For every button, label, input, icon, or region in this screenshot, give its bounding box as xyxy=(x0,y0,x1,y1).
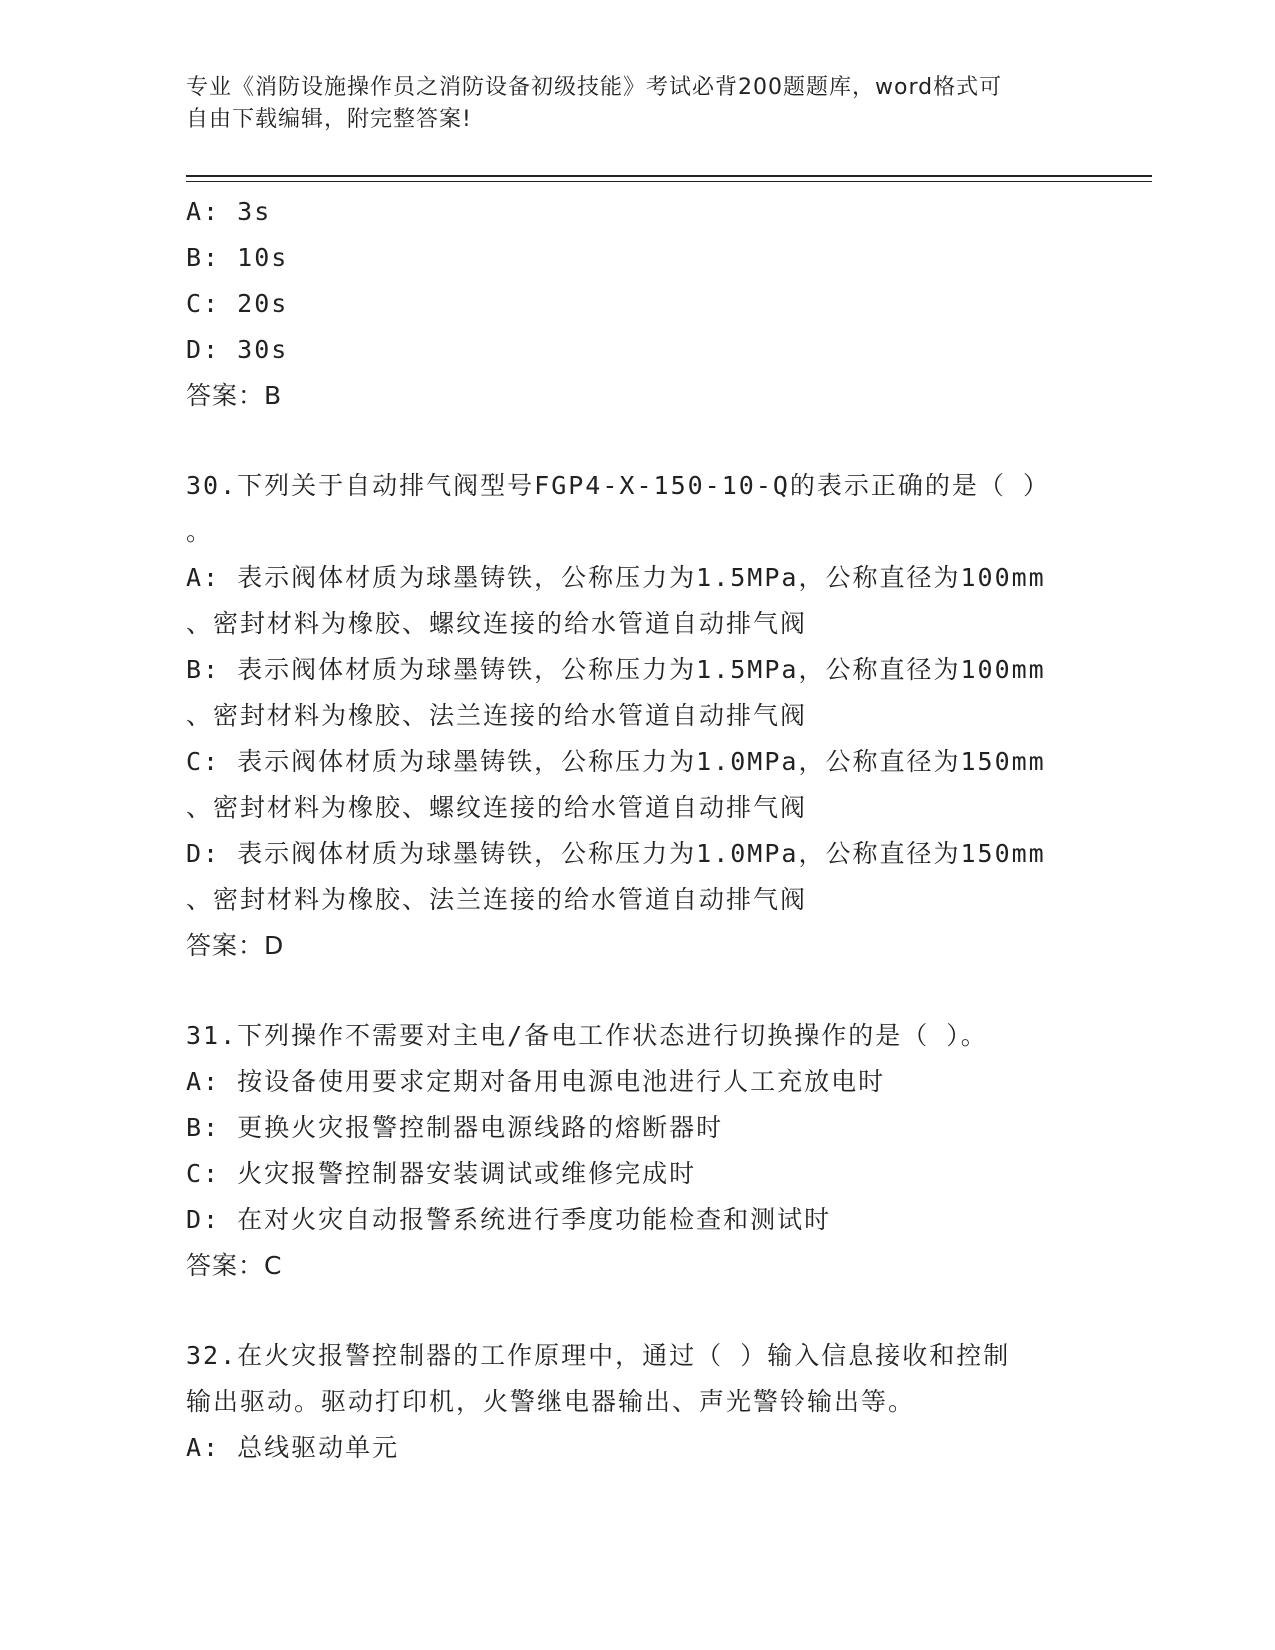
q30-option-c-line-2: 、密封材料为橡胶、螺纹连接的给水管道自动排气阀 xyxy=(186,793,808,822)
q29-option-a: A: 3s xyxy=(186,197,272,226)
question-spacer xyxy=(186,1289,1106,1333)
header-title-line-1: 专业《消防设施操作员之消防设备初级技能》考试必背200题题库，word格式可 xyxy=(186,75,1003,100)
q30-stem-line-1: 30.下列关于自动排气阀型号FGP4-X-150-10-Q的表示正确的是（ ） xyxy=(186,471,1050,500)
q29-option-d: D: 30s xyxy=(186,335,289,364)
question-content xyxy=(186,189,1106,1471)
question-29-block xyxy=(186,189,1106,419)
question-32-block xyxy=(186,1333,1106,1471)
question-spacer xyxy=(186,419,1106,463)
q29-answer: 答案：B xyxy=(186,381,283,410)
header-title-line-2: 自由下载编辑，附完整答案! xyxy=(186,107,472,132)
q30-option-d-line-2: 、密封材料为橡胶、法兰连接的给水管道自动排气阀 xyxy=(186,885,808,914)
q32-option-a: A: 总线驱动单元 xyxy=(186,1433,400,1462)
q29-option-c: C: 20s xyxy=(186,289,289,318)
q31-stem: 31.下列操作不需要对主电/备电工作状态进行切换操作的是（ ）。 xyxy=(186,1021,988,1050)
header-divider-thick xyxy=(186,175,1152,177)
q30-option-d-line-1: D: 表示阀体材质为球墨铸铁，公称压力为1.0MPa，公称直径为150mm xyxy=(186,839,1046,868)
q29-option-b: B: 10s xyxy=(186,243,289,272)
q31-option-a: A: 按设备使用要求定期对备用电源电池进行人工充放电时 xyxy=(186,1067,886,1096)
question-30-block xyxy=(186,463,1106,969)
q32-stem-line-1: 32.在火灾报警控制器的工作原理中，通过（ ）输入信息接收和控制 xyxy=(186,1341,1011,1370)
q30-stem-line-2: 。 xyxy=(186,517,214,546)
q30-option-a-line-2: 、密封材料为橡胶、螺纹连接的给水管道自动排气阀 xyxy=(186,609,808,638)
q32-stem-line-2: 输出驱动。驱动打印机，火警继电器输出、声光警铃输出等。 xyxy=(186,1387,916,1416)
q30-option-b-line-2: 、密封材料为橡胶、法兰连接的给水管道自动排气阀 xyxy=(186,701,808,730)
q30-option-a-line-1: A: 表示阀体材质为球墨铸铁，公称压力为1.5MPa，公称直径为100mm xyxy=(186,563,1046,592)
q31-answer: 答案：C xyxy=(186,1251,283,1280)
q30-answer: 答案：D xyxy=(186,931,285,960)
document-header xyxy=(186,72,1066,136)
q31-option-d: D: 在对火灾自动报警系统进行季度功能检查和测试时 xyxy=(186,1205,832,1234)
q30-option-c-line-1: C: 表示阀体材质为球墨铸铁，公称压力为1.0MPa，公称直径为150mm xyxy=(186,747,1046,776)
q31-option-c: C: 火灾报警控制器安装调试或维修完成时 xyxy=(186,1159,697,1188)
question-31-block xyxy=(186,1013,1106,1289)
question-spacer xyxy=(186,969,1106,1013)
q30-option-b-line-1: B: 表示阀体材质为球墨铸铁，公称压力为1.5MPa，公称直径为100mm xyxy=(186,655,1046,684)
header-divider-thin xyxy=(186,181,1152,182)
q31-option-b: B: 更换火灾报警控制器电源线路的熔断器时 xyxy=(186,1113,724,1142)
